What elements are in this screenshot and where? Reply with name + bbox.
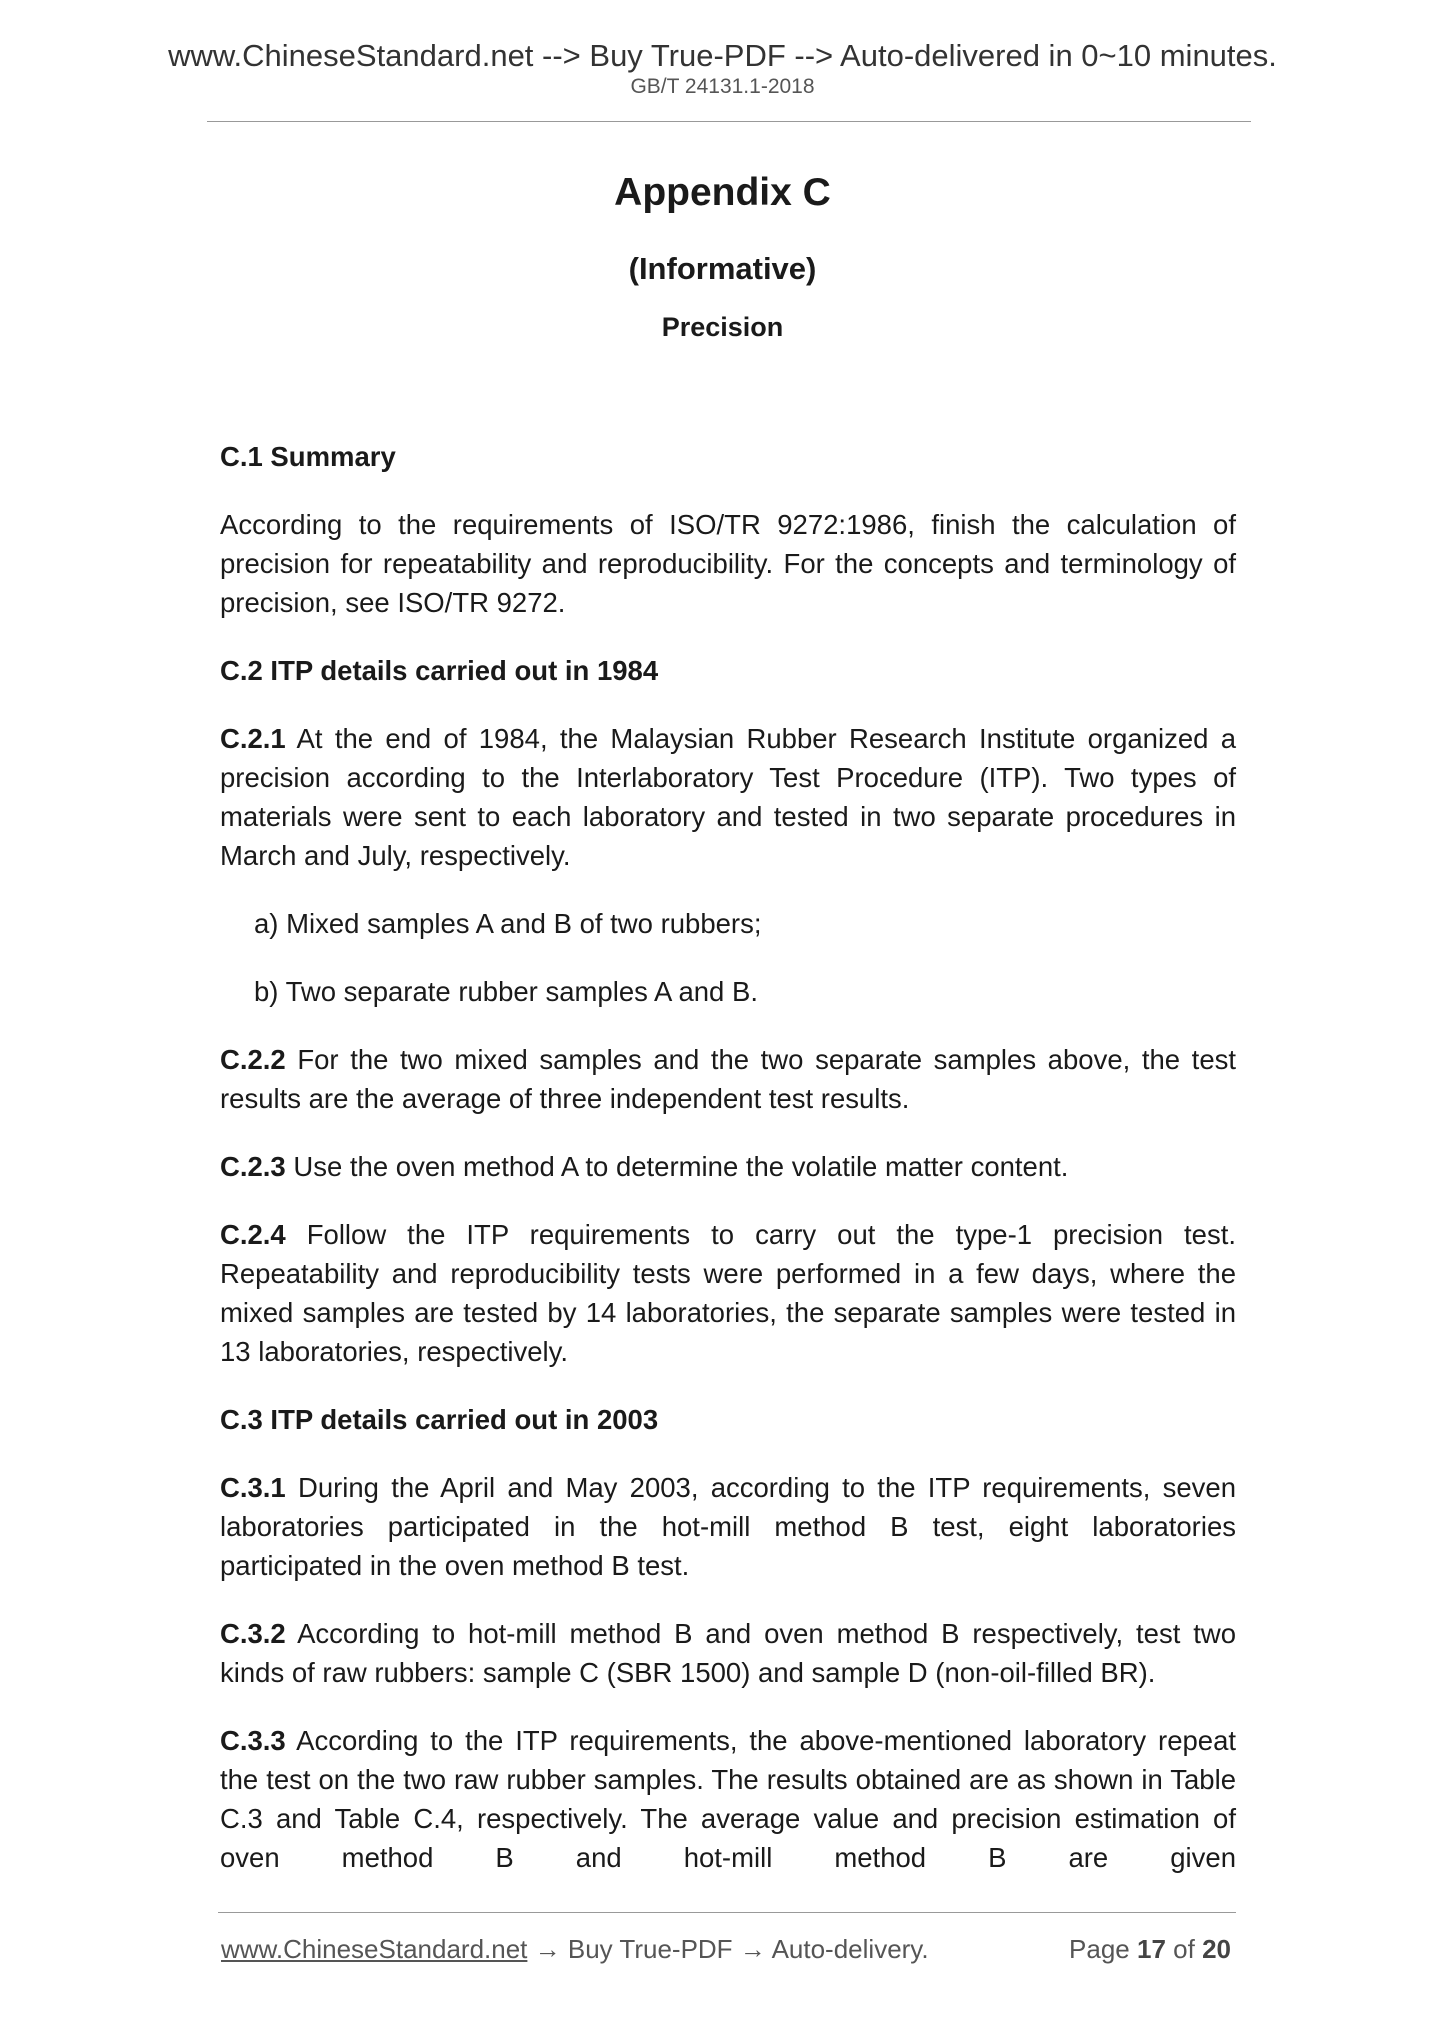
clause-c31-number: C.3.1: [220, 1472, 286, 1503]
clause-c32: [220, 1614, 1236, 1692]
clause-c32-text: According to hot-mill method B and oven method B respectively, test two kinds of raw rubbers: sample C (SBR 1500) and sample D (non-oil-filled BR).: [220, 1618, 1237, 1688]
site-banner: www.ChineseStandard.net --> Buy True-PDF --> Auto-delivered in 0~10 minutes.: [168, 38, 1277, 73]
clause-c21-number: C.2.1: [220, 723, 286, 754]
section-c1-heading: C.1 Summary: [220, 441, 396, 472]
page-label: Page: [1069, 1934, 1130, 1964]
footer-site-link[interactable]: www.ChineseStandard.net: [221, 1934, 528, 1964]
page-total: 20: [1202, 1934, 1231, 1964]
document-body: [220, 437, 1236, 1877]
clause-c24-text: Follow the ITP requirements to carry out the type-1 precision test. Repeatability and reproducibility tests were performed in a few days, where the mixed samples are tested by 14 laboratories, the separate samples were tested in 13 laboratories, respectively.: [220, 1219, 1237, 1367]
clause-c23-text: Use the oven method A to determine the volatile matter content.: [293, 1151, 1069, 1182]
footer-divider: [218, 1912, 1236, 1913]
clause-c21: [220, 719, 1236, 875]
clause-c33-text: According to the ITP requirements, the above-mentioned laboratory repeat the test on the two raw rubber samples. The results obtained are as shown in Table C.3 and Table C.4, respectively. The average value and precision estimation of oven method B and hot-mill method B are given: [220, 1725, 1237, 1873]
clause-c23: [220, 1147, 1236, 1186]
of-label: of: [1173, 1934, 1195, 1964]
clause-c33: [220, 1721, 1236, 1877]
clause-c24-number: C.2.4: [220, 1219, 286, 1250]
clause-c23-number: C.2.3: [220, 1151, 286, 1182]
clause-c31: [220, 1468, 1236, 1585]
clause-c22-number: C.2.2: [220, 1044, 286, 1075]
standard-number: GB/T 24131.1-2018: [630, 75, 815, 98]
clause-c24: [220, 1215, 1236, 1371]
clause-c22-text: For the two mixed samples and the two separate samples above, the test results are the average of three independent test results.: [220, 1044, 1236, 1114]
section-c3-heading: C.3 ITP details carried out in 2003: [220, 1404, 659, 1435]
section-c2-heading: C.2 ITP details carried out in 1984: [220, 655, 659, 686]
footer-promo: [221, 1932, 929, 1966]
clause-c22: [220, 1040, 1236, 1118]
clause-c33-number: C.3.3: [220, 1725, 286, 1756]
appendix-title: Appendix C: [614, 171, 831, 214]
header-divider: [207, 121, 1251, 122]
list-item-a: a) Mixed samples A and B of two rubbers;: [254, 908, 762, 939]
footer-tagline: → Buy True-PDF → Auto-delivery.: [527, 1934, 929, 1964]
clause-c31-text: During the April and May 2003, according to the ITP requirements, seven laboratories participated in the hot-mill method B test, eight laboratories participated in the oven method B test.: [220, 1472, 1236, 1581]
section-c1-paragraph: According to the requirements of ISO/TR 9272:1986, finish the calculation of precision for repeatability and reproducibility. For the concepts and terminology of precision, see ISO/TR 9272.: [220, 509, 1236, 618]
clause-c32-number: C.3.2: [220, 1618, 286, 1649]
list-item-b: b) Two separate rubber samples A and B.: [254, 976, 758, 1007]
page-footer: [221, 1932, 1231, 1966]
appendix-heading: Precision: [661, 312, 784, 342]
page-indicator: [1069, 1932, 1231, 1966]
appendix-subtitle: (Informative): [628, 251, 817, 286]
clause-c21-text: At the end of 1984, the Malaysian Rubber Research Institute organized a precision according to the Interlaboratory Test Procedure (ITP). Two types of materials were sent to each laboratory and tested in two separate procedures in March and July, respectively.: [220, 723, 1236, 871]
page-current: 17: [1137, 1934, 1166, 1964]
